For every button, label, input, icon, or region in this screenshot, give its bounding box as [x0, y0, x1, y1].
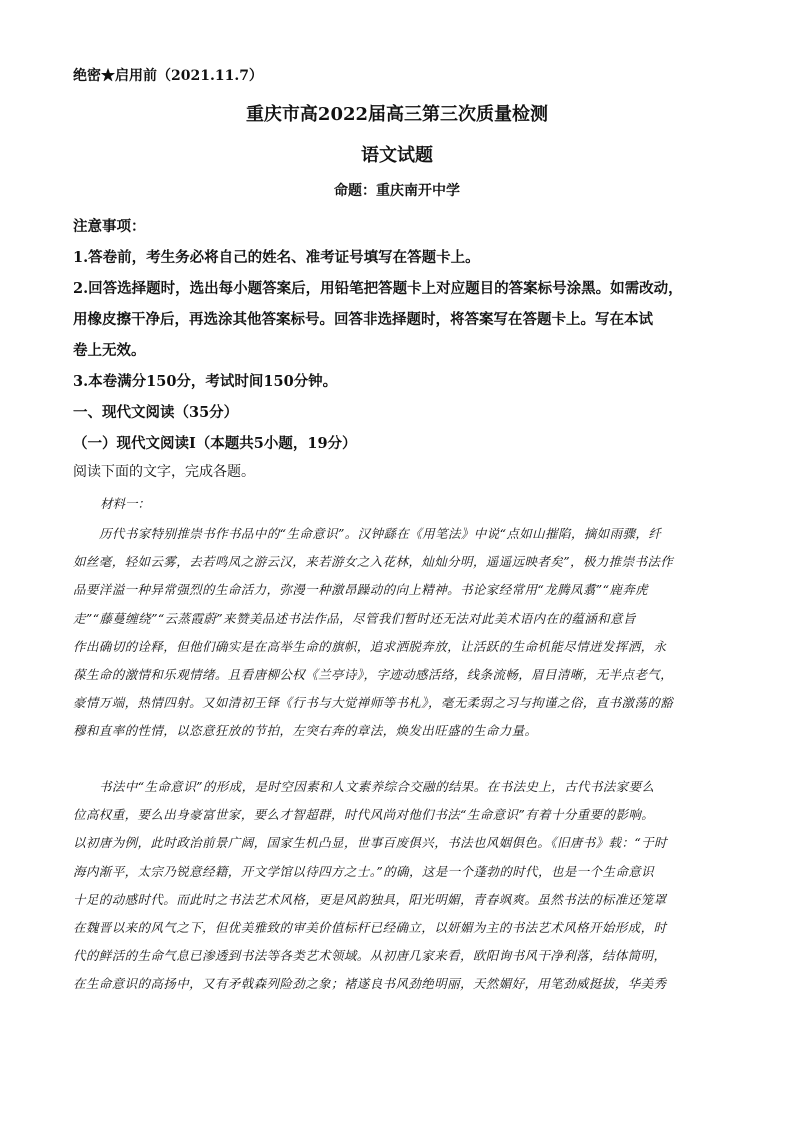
notes-line: 1.答卷前，考生务必将自己的姓名、准考证号填写在答题卡上。 — [73, 249, 480, 266]
exam-title: 重庆市高2022届高三第三次质量检测 — [245, 104, 549, 125]
section-subheading: （一）现代文阅读Ⅰ（本题共5小题，19分） — [73, 435, 357, 452]
notes-line: 用橡皮擦干净后，再选涂其他答案标号。回答非选择题时，将答案写在答题卡上。写在本试 — [73, 311, 653, 328]
paragraph-line: 在魏晋以来的风气之下，但优美雅致的审美价值标杆已经确立，以妍媚为主的书法艺术风格开始形成，时 — [73, 919, 667, 935]
section-heading: 一、现代文阅读（35分） — [73, 404, 239, 421]
paragraph-line: 作出确切的诠释，但他们确实是在高举生命的旗帜，追求洒脱奔放，让活跃的生命机能尽情迸发挥洒，永 — [73, 638, 667, 654]
paragraph-line: 穆和直率的性情，以恣意狂放的节拍，左突右奔的章法，焕发出旺盛的生命力量。 — [73, 723, 538, 739]
exam-subject: 语文试题 — [361, 145, 433, 166]
confidential-notice: 绝密★启用前（2021.11.7） — [73, 68, 263, 84]
paragraph-line: 品要洋溢一种异常强烈的生命活力，弥漫一种激昂躁动的向上精神。书论家经常用“龙腾凤翥”“鹿奔虎 — [73, 582, 649, 598]
notes-line: 2.回答选择题时，选出每小题答案后，用铅笔把答题卡上对应题目的答案标号涂黑。如需改动， — [73, 280, 683, 297]
notes-line: 3.本卷满分150分，考试时间150分钟。 — [73, 373, 338, 390]
paragraph-line: 海内渐平，太宗乃锐意经籍，开文学馆以待四方之士。”的确，这是一个蓬勃的时代，也是一个生命意识 — [73, 863, 655, 879]
reading-instruction: 阅读下面的文字，完成各题。 — [73, 464, 255, 480]
notes-block — [73, 211, 733, 459]
paragraph-line: 历代书家特别推崇书作书品中的“生命意识”。汉钟繇在《用笔法》中说“点如山摧陷，摘如雨骤，纤 — [99, 526, 662, 541]
paragraph-1 — [73, 520, 723, 746]
paragraph-line: 走”“藤蔓缠绕”“云蒸霞蔚”来赞美品述书法作品，尽管我们暂时还无法对此美术语内在的蕴涵和意旨 — [73, 610, 636, 626]
paragraph-line: 葆生命的激情和乐观情绪。且看唐柳公权《兰亭诗》，字迹动感活络，线条流畅，眉目清晰，无半点老气， — [73, 666, 674, 682]
paragraph-line: 书法中“生命意识”的形成，是时空因素和人文素养综合交融的结果。在书法史上，古代书法家要么 — [99, 779, 655, 794]
material-label: 材料一： — [100, 496, 151, 511]
paragraph-line: 如丝毫，轻如云雾，去若鸣凤之游云汉，来若游女之入花林，灿灿分明，遥遥远映者矣”，极力推崇书法作 — [73, 554, 674, 570]
paragraph-2 — [73, 773, 723, 999]
notes-line: 卷上无效。 — [73, 342, 146, 359]
paragraph-line: 十足的动感时代。而此时之书法艺术风格，更是风韵独具，阳光明媚，青春飒爽。虽然书法的标准还笼罩 — [73, 891, 667, 907]
paragraph-line: 在生命意识的高扬中，又有矛戟森列险劲之象；褚遂良书风劲绝明丽，天然媚好，用笔劲威挺拔，华美秀 — [73, 976, 667, 992]
notes-heading: 注意事项： — [73, 218, 146, 235]
exam-author: 命题：重庆南开中学 — [334, 183, 460, 199]
paragraph-line: 代的鲜活的生命气息已渗透到书法等各类艺术领域。从初唐几家来看，欧阳询书风干净利落，结体简明， — [73, 948, 667, 964]
paragraph-line: 位高权重，要么出身豪富世家，要么才智超群，时代风尚对他们书法“生命意识”有着十分重要的影响。 — [73, 807, 655, 823]
paragraph-line: 以初唐为例，此时政治前景广阔，国家生机凸显，世事百废俱兴，书法也风姻俱色。《旧唐书》载：“于时 — [73, 835, 667, 851]
paragraph-line: 豪情万端，热情四射。又如清初王铎《行书与大觉禅师等书札》，毫无柔弱之习与拘谨之俗，直书激荡的豁 — [73, 695, 674, 711]
